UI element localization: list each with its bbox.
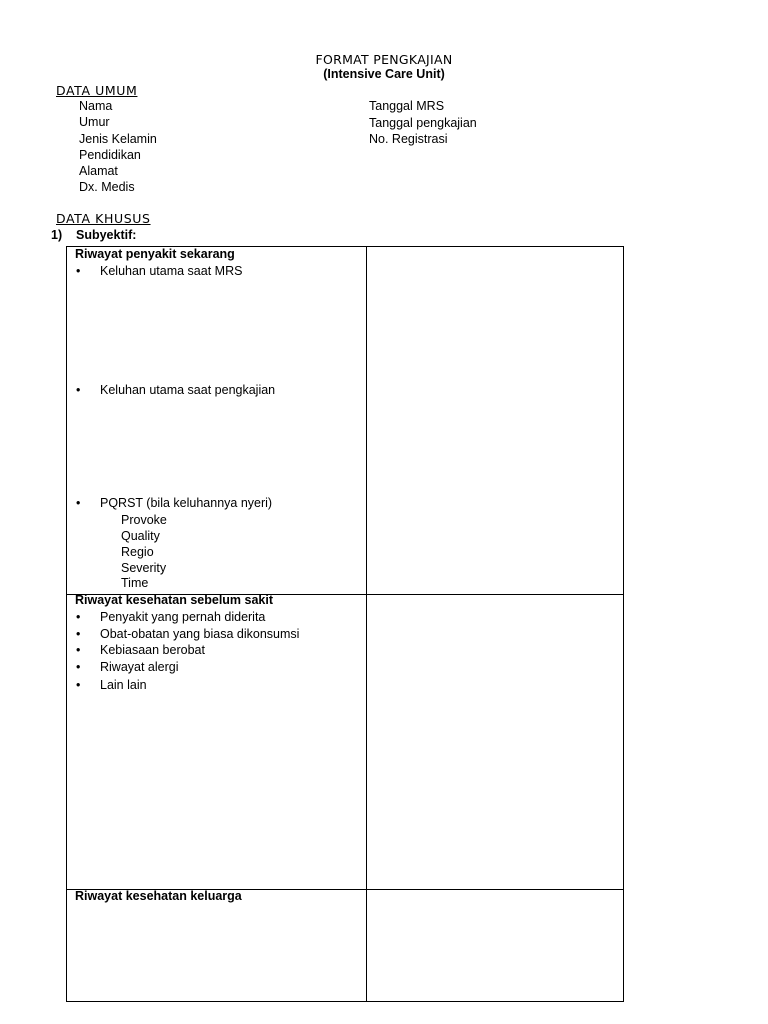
list-item: • Obat-obatan yang biasa dikonsumsi xyxy=(76,627,300,641)
pqrst-quality: Quality xyxy=(121,529,160,543)
list-item: • Penyakit yang pernah diderita xyxy=(76,610,266,624)
column-divider xyxy=(366,247,367,1001)
list-item: • Riwayat alergi xyxy=(76,660,179,674)
bullet-icon: • xyxy=(76,610,81,624)
item-number: 1) xyxy=(51,228,63,242)
list-item: • PQRST (bila keluhannya nyeri) xyxy=(76,496,273,510)
bullet-icon: • xyxy=(76,496,81,510)
page-title: FORMAT PENGKAJIAN xyxy=(315,52,453,67)
assessment-table xyxy=(66,246,624,1002)
riwayat-penyakit-sekarang-heading: Riwayat penyakit sekarang xyxy=(75,247,235,261)
item-label: Subyektif: xyxy=(76,228,137,242)
bullet-icon: • xyxy=(76,264,81,278)
page-subtitle: (Intensive Care Unit) xyxy=(323,67,445,81)
bullet-icon: • xyxy=(76,643,81,657)
riwayat-kesehatan-sebelum-sakit-heading: Riwayat kesehatan sebelum sakit xyxy=(75,593,274,607)
field-umur: Umur xyxy=(79,115,110,129)
list-item: • Lain lain xyxy=(76,678,147,692)
list-item: • Keluhan utama saat pengkajian xyxy=(76,383,276,397)
riwayat-kesehatan-keluarga-heading: Riwayat kesehatan keluarga xyxy=(75,889,242,903)
pqrst-regio: Regio xyxy=(121,545,154,559)
field-alamat: Alamat xyxy=(79,164,118,178)
field-jenis-kelamin: Jenis Kelamin xyxy=(79,132,157,146)
pqrst-severity: Severity xyxy=(121,561,167,575)
field-nama: Nama xyxy=(79,99,113,113)
bullet-icon: • xyxy=(76,627,81,641)
bullet-icon: • xyxy=(76,678,81,692)
field-no-registrasi: No. Registrasi xyxy=(369,132,448,146)
bullet-icon: • xyxy=(76,383,81,397)
field-pendidikan: Pendidikan xyxy=(79,148,141,162)
field-dx-medis: Dx. Medis xyxy=(79,180,135,194)
data-khusus-heading: DATA KHUSUS xyxy=(56,211,151,226)
pqrst-time: Time xyxy=(121,576,149,590)
pqrst-provoke: Provoke xyxy=(121,513,167,527)
field-tanggal-pengkajian: Tanggal pengkajian xyxy=(369,116,477,130)
field-tanggal-mrs: Tanggal MRS xyxy=(369,99,445,113)
list-item: • Kebiasaan berobat xyxy=(76,643,205,657)
subyektif-label xyxy=(51,228,136,242)
list-item: • Keluhan utama saat MRS xyxy=(76,264,243,278)
bullet-icon: • xyxy=(76,660,81,674)
data-umum-heading: DATA UMUM xyxy=(56,83,138,98)
